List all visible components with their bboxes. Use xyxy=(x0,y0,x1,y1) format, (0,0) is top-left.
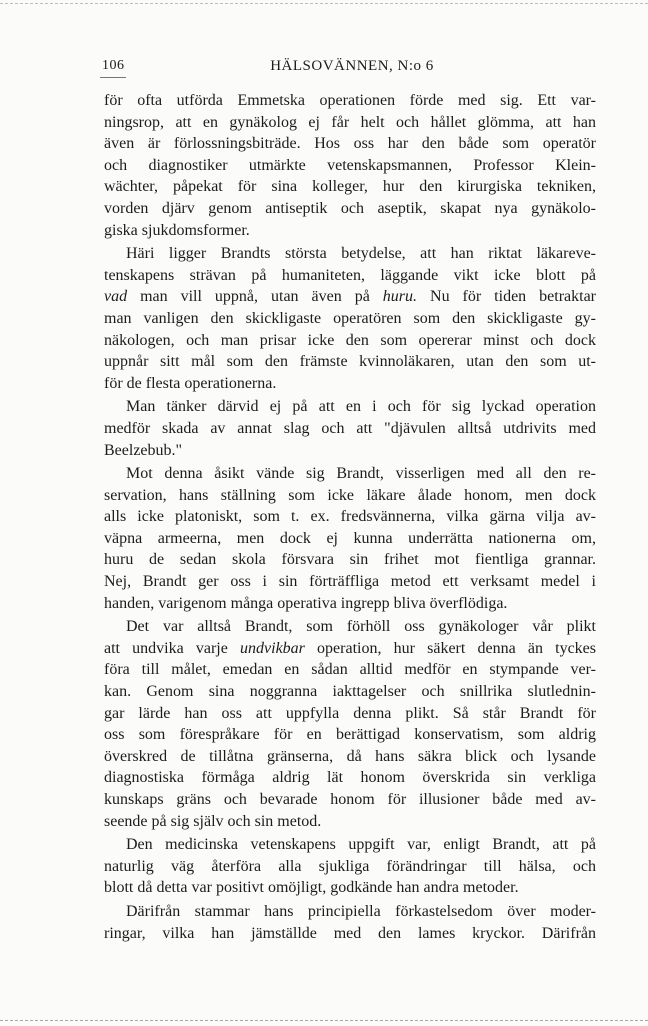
text-line: tenskapens strävan på humaniteten, läggande vikt icke blott på xyxy=(104,266,596,284)
page-header xyxy=(100,58,604,78)
text-line: Mot denna åsikt vände sig Brandt, visserligen med all den re- xyxy=(126,465,596,483)
text-line: kunskaps gräns och bevarade honom för illusioner både med av- xyxy=(104,791,596,808)
text-line: föra till målet, emedan en sådan alltid medför en stympande ver- xyxy=(104,661,596,679)
page-number-underline xyxy=(100,77,126,78)
italic-word-vad: vad xyxy=(104,288,128,306)
text-segment: att undvika varje xyxy=(104,639,241,657)
text-line-with-italics xyxy=(104,286,596,308)
paragraph-2 xyxy=(104,243,596,394)
text-line: medför skada av annat slag och att "djävulen alltså utdrivits med xyxy=(104,419,596,437)
running-title: HÄLSOVÄNNEN, N:o 6 xyxy=(270,58,434,74)
text-line: huru de sedan skola försvara sin frihet mot fientliga grannar. xyxy=(104,551,596,569)
text-line: handen, varigenom många operativa ingrepp bliva överflödiga. xyxy=(104,594,508,612)
text-line: uppnår sitt mål som den främste kvinnoläkaren, utan den som ut- xyxy=(104,353,596,371)
paragraph-7 xyxy=(104,901,596,944)
text-line: naturlig väg återföra alla sjukliga förändringar till hälsa, och xyxy=(104,857,596,875)
text-line: giska sjukdomsformer. xyxy=(104,221,250,239)
paragraph-6 xyxy=(104,834,596,899)
bottom-edge-rule xyxy=(0,1020,648,1021)
text-segment: operation, hur säkert denna än tyckes xyxy=(304,639,597,657)
italic-word-huru: huru. xyxy=(382,288,418,306)
text-line: för ofta utförda Emmetska operationen förde med sig. Ett var- xyxy=(104,92,596,109)
text-segment: Nu för tiden betraktar xyxy=(417,288,596,306)
text-line: Beelzebub." xyxy=(104,441,183,459)
text-line: ringar, vilka han jämställde med den lames kryckor. Därifrån xyxy=(104,924,596,942)
paragraph-1 xyxy=(104,90,596,241)
text-line-with-italics xyxy=(104,638,596,660)
text-line: ningsrop, att en gynäkolog ej får helt och hållet glömma, att han xyxy=(104,113,596,131)
text-line: wächter, påpekat för sina kolleger, hur den kirurgiska tekniken, xyxy=(104,178,596,196)
text-segment: man vill uppnå, utan även på xyxy=(127,288,383,306)
top-edge-rule xyxy=(0,3,648,4)
text-line: Häri ligger Brandts största betydelse, att han riktat läkareve- xyxy=(126,245,596,263)
page-number: 106 xyxy=(102,58,125,73)
text-line: Nej, Brandt ger oss i sin förträffliga metod ett verksamt medel i xyxy=(104,573,596,591)
text-line: seende på sig själv och sin metod. xyxy=(104,812,322,830)
text-line: väpna armeerna, men dock ej kunna underrätta nationerna om, xyxy=(104,529,596,547)
text-line: oss som förespråkare för en berättigad konservatism, som aldrig xyxy=(104,726,596,744)
paragraph-3 xyxy=(104,396,596,461)
text-line: och diagnostiker utmärkte vetenskapsmannen, Professor Klein- xyxy=(104,156,596,174)
text-line: för de flesta operationerna. xyxy=(104,374,277,392)
text-line: Den medicinska vetenskapens uppgift var, enligt Brandt, att på xyxy=(126,836,596,854)
text-line: man vanligen den skickligaste operatören som den skickligaste gy- xyxy=(104,309,596,327)
text-line: blott då detta var positivt omöjligt, godkände han andra metoder. xyxy=(104,879,519,897)
text-line: överskred de tillåtna gränserna, då hans säkra blick och lysande xyxy=(104,747,596,765)
text-line: vorden djärv genom antiseptik och aseptik, skapat nya gynäkolo- xyxy=(104,199,596,217)
text-line: servation, hans ställning som icke läkare ålade honom, men dock xyxy=(104,486,596,504)
text-line: gar lärde han oss att uppfylla denna plikt. Så står Brandt för xyxy=(104,704,596,722)
text-line: även är förlossningsbiträde. Hos oss har den både som operatör xyxy=(104,135,596,153)
italic-word-undvikbar: undvikbar xyxy=(240,639,305,657)
text-line: Man tänker därvid ej på att en i och för sig lyckad operation xyxy=(126,398,596,416)
paragraph-4 xyxy=(104,463,596,614)
text-line: Det var alltså Brandt, som förhöll oss gynäkologer vår plikt xyxy=(126,618,596,636)
text-line: Därifrån stammar hans principiella förkastelsedom över moder- xyxy=(126,902,596,920)
text-line: alls icke platoniskt, som t. ex. fredsvännerna, vilka gärna vilja av- xyxy=(104,508,596,526)
text-line: kan. Genom sina noggranna iakttagelser och snillrika slutlednin- xyxy=(104,683,596,701)
body-text xyxy=(104,90,596,946)
text-line: diagnostiska förmåga aldrig lät honom överskrida sin verkliga xyxy=(104,769,596,787)
paragraph-5 xyxy=(104,616,596,832)
text-line: näkologen, och man prisar icke den som opererar minst och dock xyxy=(104,331,596,349)
